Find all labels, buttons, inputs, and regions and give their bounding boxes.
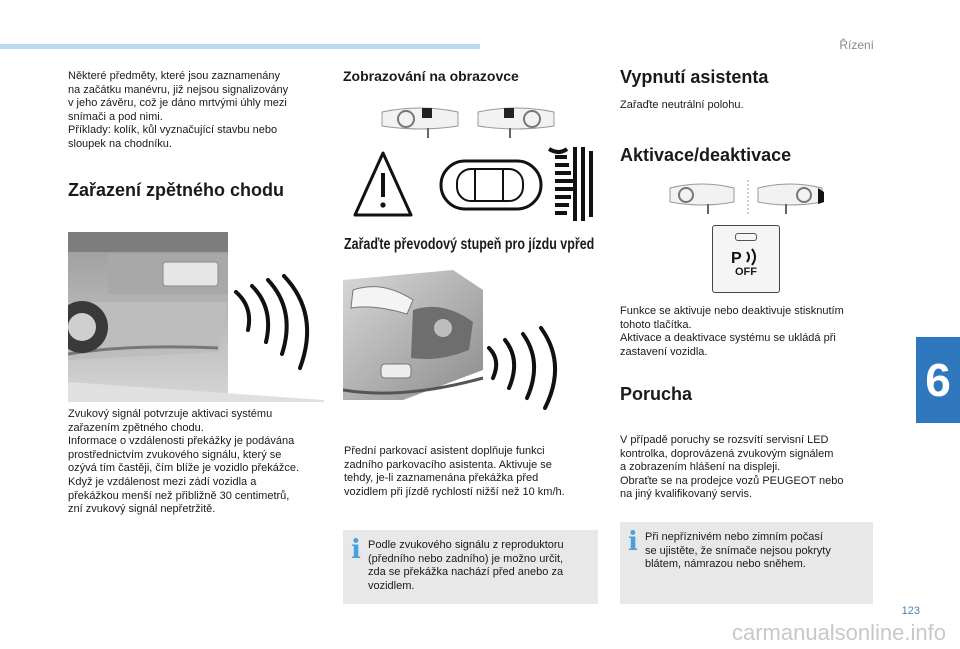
heading-activation: Aktivace/deaktivace [620, 145, 792, 165]
front-car-illustration [343, 270, 593, 420]
mirror-left-icon [382, 108, 458, 138]
reverse-text: Zvukový signál potvrzuje aktivaci systému zařazením zpětného chodu. Informace o vzdálenosti překážky je podávána prostřednictvím zvukového signálu, který se ozývá tím častěji, čím blíže je vozidlo překážce. Když je vzdálenost mezi zádí vozidla a překážkou menší než přibližně 30 centimetrů, zní zvukový signál nepřetržitě. [68, 408, 300, 516]
heading-failure: Porucha [620, 384, 693, 404]
reverse-description [68, 408, 330, 517]
front-sensor-photo [343, 270, 593, 420]
info-icon: i [628, 527, 638, 557]
mirror-left-icon [670, 184, 734, 214]
rear-car-illustration [68, 232, 324, 402]
note-sound-text: Podle zvukového signálu z reproduktoru (předního nebo zadního) je možno určit, zda se překážka nachází před anebo za vozidlem. [368, 539, 564, 592]
heading-deactivate: Vypnutí asistenta [620, 67, 769, 87]
header-accent-bar [0, 44, 480, 49]
page-number: 123 [901, 605, 920, 617]
section-title: Řízení [839, 38, 874, 52]
failure-text: V případě poruchy se rozsvítí servisní LED kontrolka, doprovázená zvukovým signálem a zobrazením hlášení na displeji. Obraťte se na prodejce vozů PEUGEOT nebo na jiný kvalifikovaný servis. [620, 434, 844, 501]
note-box-sound [343, 530, 598, 604]
deactivate-text: Zařaďte neutrální polohu. [620, 99, 744, 111]
warning-display [353, 145, 593, 227]
failure-description [620, 434, 882, 502]
rear-sensor-photo [68, 232, 324, 402]
front-sensor-bars-icon [549, 147, 591, 221]
display-message-box [344, 236, 604, 254]
chapter-tab: 6 [916, 337, 960, 423]
park-assist-button[interactable] [712, 225, 780, 293]
mirror-right-icon [478, 108, 554, 138]
off-label: OFF [735, 266, 757, 278]
note-box-weather [620, 522, 873, 604]
mirror-status-icons [668, 178, 828, 218]
mirror-right-icon [758, 184, 824, 214]
front-assist-description [344, 445, 604, 499]
watermark: carmanualsonline.info [731, 620, 946, 645]
parking-sensor-icon [729, 246, 765, 268]
info-icon: i [351, 535, 361, 565]
note-weather-text: Při nepříznivém nebo zimním počasí se ujistěte, že snímače nejsou pokryty blátem, námrazou nebo sněhem. [645, 531, 831, 571]
display-message: Zařaďte převodový stupeň pro jízdu vpřed [344, 236, 595, 253]
mirror-display-icons [380, 100, 560, 142]
activation-text: Funkce se aktivuje nebo deaktivuje stisknutím tohoto tlačítka. Aktivace a deaktivace systému se ukládá při zastavení vozidla. [620, 305, 844, 358]
column-1 [68, 70, 328, 152]
svg-text:P: P [731, 250, 742, 267]
activation-description [620, 305, 880, 359]
intro-text: Některé předměty, které jsou zaznamenány na začátku manévru, již nejsou signalizovány v jeho závěru, což je dáno mrtvými úhly mezi snímači a pod nimi. Příklady: kolík, kůl vyznačující stavbu nebo sloupek na chodníku. [68, 70, 289, 150]
warning-triangle-icon [355, 153, 411, 215]
car-topview-icon [441, 161, 541, 209]
front-assist-text: Přední parkovací asistent doplňuje funkci zadního parkovacího asistenta. Aktivuje se tehdy, je-li zaznamenána překážka před vozidlem při jízdě rychlostí nižší než 10 km/h. [344, 445, 565, 498]
heading-display: Zobrazování na obrazovce [343, 68, 519, 84]
led-indicator-icon [735, 233, 757, 241]
heading-reverse: Zařazení zpětného chodu [68, 180, 285, 200]
